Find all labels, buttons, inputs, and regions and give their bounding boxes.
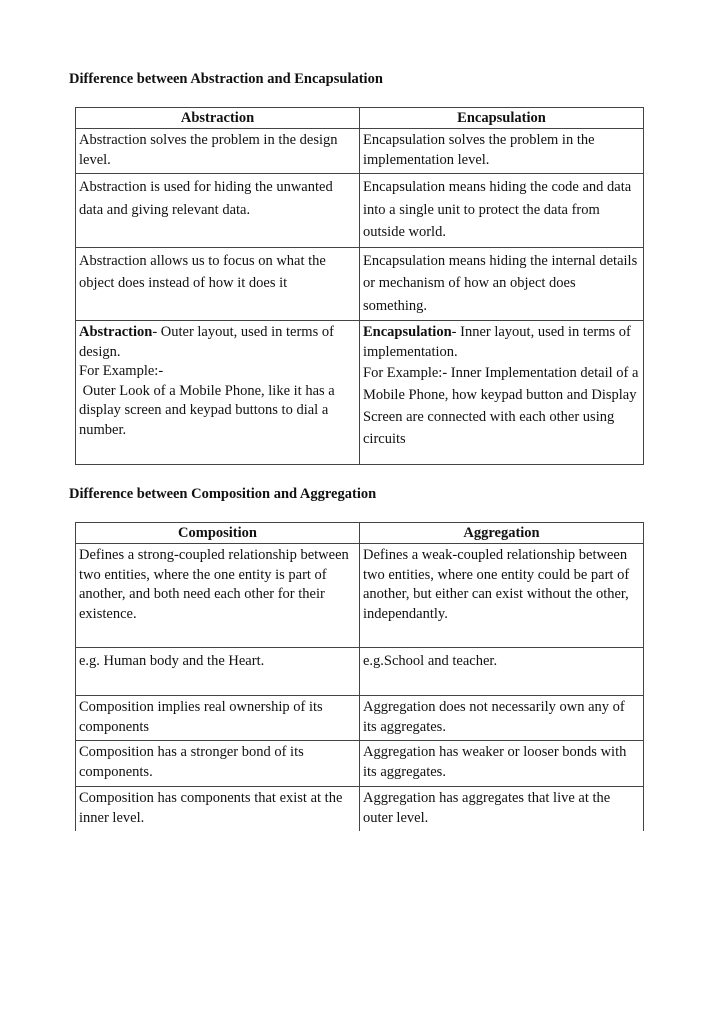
table-cell: e.g. Human body and the Heart.: [76, 648, 360, 696]
composition-aggregation-table: [75, 522, 644, 831]
table-row: [76, 544, 644, 648]
table-cell: [360, 321, 644, 465]
table-row: [76, 787, 644, 832]
table-row: [76, 247, 644, 321]
header-aggregation: Aggregation: [360, 523, 644, 544]
abstraction-encapsulation-table: [75, 107, 644, 465]
table-cell: [76, 321, 360, 465]
table-cell: Composition has components that exist at the inner level.: [76, 787, 360, 832]
table-cell: Aggregation has weaker or looser bonds with its aggregates.: [360, 741, 644, 787]
table-cell: Aggregation does not necessarily own any of its aggregates.: [360, 696, 644, 741]
table-cell: Defines a weak-coupled relationship between two entities, where one entity could be part of another, but either can exist without the other, independantly.: [360, 544, 644, 648]
section2-heading: Difference between Composition and Aggregation: [69, 486, 377, 502]
table-row: [76, 321, 644, 465]
table-header-row: [76, 523, 644, 544]
table-cell: Composition has a stronger bond of its components.: [76, 741, 360, 787]
table-cell: Abstraction allows us to focus on what the object does instead of how it does it: [76, 247, 360, 321]
table-row: [76, 648, 644, 696]
table-cell: Encapsulation means hiding the internal details or mechanism of how an object does something.: [360, 247, 644, 321]
table-cell: Aggregation has aggregates that live at the outer level.: [360, 787, 644, 832]
table-cell: e.g.School and teacher.: [360, 648, 644, 696]
table-row: [76, 696, 644, 741]
table-cell: Encapsulation means hiding the code and data into a single unit to protect the data from outside world.: [360, 174, 644, 248]
table-cell: Abstraction is used for hiding the unwanted data and giving relevant data.: [76, 174, 360, 248]
abstraction-example: Outer Look of a Mobile Phone, like it has a display screen and keypad buttons to dial a number.: [79, 382, 339, 438]
table-row: [76, 174, 644, 248]
abstraction-lead: Abstraction: [79, 324, 153, 340]
header-abstraction: Abstraction: [76, 108, 360, 129]
abstraction-example-label: For Example:-: [79, 363, 164, 379]
encapsulation-lead: Encapsulation: [363, 324, 452, 340]
header-encapsulation: Encapsulation: [360, 108, 644, 129]
table-cell: Composition implies real ownership of its components: [76, 696, 360, 741]
encapsulation-text: - Inner layout, used in terms of implementation.: [363, 324, 631, 360]
table-header-row: [76, 108, 644, 129]
table-cell: Encapsulation solves the problem in the implementation level.: [360, 129, 644, 174]
table-cell: Abstraction solves the problem in the design level.: [76, 129, 360, 174]
table-cell: Defines a strong-coupled relationship between two entities, where the one entity is part of another, and both need each other for their existence.: [76, 544, 360, 648]
table-row: [76, 741, 644, 787]
table-row: [76, 129, 644, 174]
header-composition: Composition: [76, 523, 360, 544]
encapsulation-example: For Example:- Inner Implementation detail of a Mobile Phone, how keypad button and Display Screen are connected with each other using circuits: [363, 365, 639, 447]
abstraction-text: - Outer layout, used in terms of design.: [79, 324, 334, 360]
section1-heading: Difference between Abstraction and Encapsulation: [69, 71, 383, 87]
